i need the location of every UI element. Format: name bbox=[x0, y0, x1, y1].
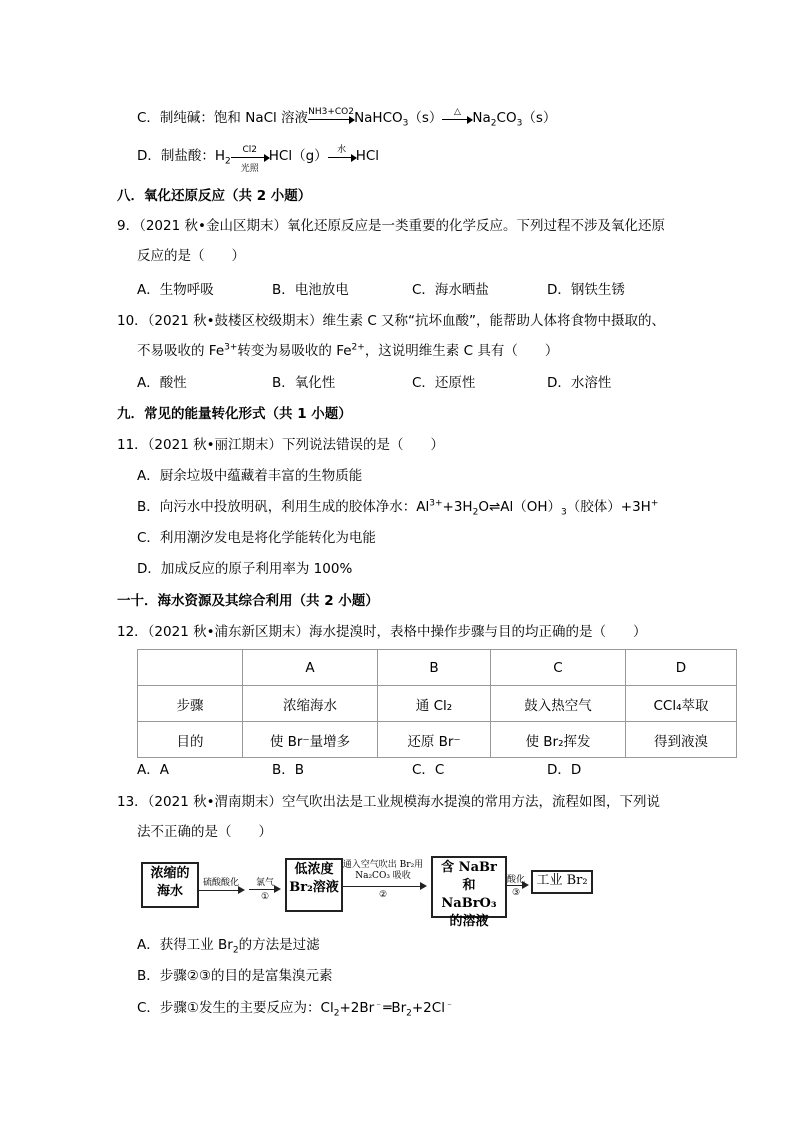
table-row: A B C D bbox=[138, 650, 737, 686]
q13-flow-diagram bbox=[137, 854, 597, 929]
flow-box-seawater: 浓缩的海水 bbox=[141, 862, 199, 908]
q9-stem: 9．（2021 秋•金山区期末）氧化还原反应是一类重要的化学反应。下列过程不涉及氧化还原 bbox=[117, 218, 665, 234]
q11-option-c[interactable]: C．利用潮汐发电是将化学能转化为电能 bbox=[137, 530, 376, 546]
flow-box-nabr: 含 NaBr 和NaBrO₃ 的溶液 bbox=[431, 856, 507, 918]
q10-option-d[interactable]: D．水溶性 bbox=[547, 375, 612, 391]
q9-stem-cont: 反应的是（ ） bbox=[137, 248, 245, 264]
table-row: 步骤 浓缩海水 通 Cl₂ 鼓入热空气 CCl₄萃取 bbox=[138, 686, 737, 722]
q12-option-c[interactable]: C．C bbox=[412, 762, 445, 778]
q9-option-a[interactable]: A．生物呼吸 bbox=[137, 282, 214, 298]
q11-option-a[interactable]: A．厨余垃圾中蕴藏着丰富的生物质能 bbox=[137, 468, 363, 484]
flow-label: ② bbox=[378, 890, 388, 900]
q11-option-b[interactable]: B．向污水中投放明矾，利用生成的胶体净水：$Al^{3+}+3H_2O\rightleftharpoons Al(OH)_3$（胶体）+3H+ bbox=[137, 498, 659, 518]
section-heading: 九．常见的能量转化形式（共 1 小题） bbox=[117, 406, 352, 422]
q8-option-d[interactable]: D．制盐酸：$H_2$ Cl2 光照 HCl（g） 水 HCl bbox=[137, 145, 380, 174]
reaction-arrow: △ bbox=[442, 111, 472, 125]
q13-stem: 13．（2021 秋•渭南期末）空气吹出法是工业规模海水提溴的常用方法，流程如图，下列说 bbox=[117, 794, 661, 810]
q10-option-a[interactable]: A．酸性 bbox=[137, 375, 187, 391]
flow-arrow bbox=[341, 886, 425, 887]
table-row: 目的 使 Br⁻量增多 还原 Br⁻ 使 Br₂挥发 得到液溴 bbox=[138, 722, 737, 758]
section-heading: 一十．海水资源及其综合利用（共 2 小题） bbox=[117, 593, 379, 609]
q12-option-d[interactable]: D．D bbox=[547, 762, 582, 778]
q13-option-a[interactable]: A．获得工业 $Br_2$的方法是过滤 bbox=[137, 937, 320, 956]
flow-arrow bbox=[249, 889, 279, 890]
q10-option-b[interactable]: B．氧化性 bbox=[272, 375, 336, 391]
q12-stem: 12．（2021 秋•浦东新区期末）海水提溴时，表格中操作步骤与目的均正确的是（ ） bbox=[117, 624, 647, 640]
q10-stem: 10．（2021 秋•鼓楼区校级期末）维生素 C 又称“抗坏血酸”，能帮助人体将食物中摄取的、 bbox=[117, 313, 666, 329]
q12-option-b[interactable]: B．B bbox=[272, 762, 305, 778]
flow-label: ① bbox=[260, 892, 270, 902]
q10-option-c[interactable]: C．还原性 bbox=[412, 375, 476, 391]
flow-label: 酸化 bbox=[506, 875, 525, 885]
q12-table bbox=[137, 649, 737, 758]
q12-option-a[interactable]: A．A bbox=[137, 762, 169, 778]
q13-option-b[interactable]: B．步骤②③的目的是富集溴元素 bbox=[137, 968, 333, 984]
q11-stem: 11．（2021 秋•丽江期末）下列说法错误的是（ ） bbox=[117, 437, 445, 453]
reaction-arrow: Cl2 光照 bbox=[231, 149, 269, 163]
q9-option-d[interactable]: D．钢铁生锈 bbox=[547, 282, 625, 298]
flow-arrow bbox=[505, 885, 527, 886]
flow-label: 通入空气吹出 Br₂用 Na₂CO₃ 吸收 bbox=[342, 860, 424, 881]
q10-stem-cont: 不易吸收的 $Fe^{3+}$转变为易吸收的 $Fe^{2+}$，这说明维生素 C 具有（ ） bbox=[137, 342, 559, 359]
flow-label: 氯气 bbox=[255, 878, 274, 888]
flow-label: ③ bbox=[511, 888, 521, 898]
q9-option-c[interactable]: C．海水晒盐 bbox=[412, 282, 489, 298]
flow-label: 硫酸酸化 bbox=[202, 878, 239, 888]
section-heading: 八．氧化还原反应（共 2 小题） bbox=[117, 188, 312, 204]
q11-option-d[interactable]: D．加成反应的原子利用率为 100% bbox=[137, 561, 353, 577]
q8-option-c[interactable]: C．制纯碱：饱和 NaCl 溶液 NH3+CO2 NaHCO$_3$（s） △ $Na_2CO_3(s)$ bbox=[137, 107, 557, 129]
q9-option-b[interactable]: B．电池放电 bbox=[272, 282, 349, 298]
q13-option-c[interactable]: C．步骤①发生的主要反应为：$Cl_2+2Br^﹣═Br_2+2Cl^﹣$ bbox=[137, 999, 454, 1019]
reaction-arrow: 水 bbox=[328, 149, 356, 163]
flow-arrow bbox=[199, 890, 243, 891]
reaction-arrow: NH3+CO2 bbox=[308, 111, 354, 125]
q13-stem-cont: 法不正确的是（ ） bbox=[137, 824, 272, 840]
flow-box-low-br2: 低浓度Br₂溶液 bbox=[285, 858, 343, 912]
flow-box-industrial-br2: 工业 Br₂ bbox=[531, 870, 593, 894]
